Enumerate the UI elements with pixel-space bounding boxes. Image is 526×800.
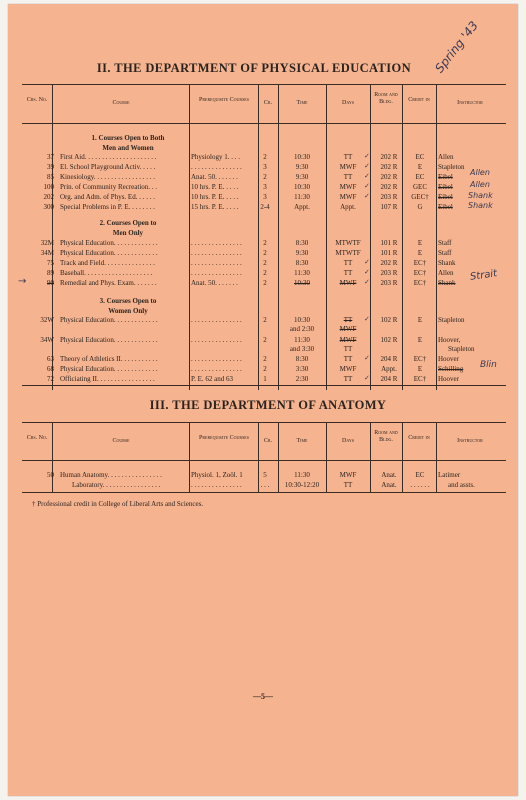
table-row: Laboratory. . . . . . . . . . . . . . . . . . . . . . . . . . . . . . . . . . . 10:30-12:20 TT Anat. . . . . . . and assts. bbox=[72, 481, 475, 489]
header-credit: Credit in bbox=[408, 435, 430, 441]
table-row: 100 Prin. of Community Recreation. . . 10 hrs. P. E. . . . . 3 10:30 MWF 202 R GEC Eibel bbox=[43, 183, 453, 191]
group-heading-men: 2. Courses Open to Men Only bbox=[99, 219, 157, 237]
check-mark: ✓ bbox=[364, 354, 370, 362]
table-row: 34M Physical Education. . . . . . . . . . . . . . . . . . . . . . . . . . . . 2 9:30 MTWTF 101 R E Staff bbox=[40, 249, 452, 257]
check-mark: ✓ bbox=[364, 192, 370, 200]
footnote: † Professional credit in College of Liberal Arts and Sciences. bbox=[32, 500, 204, 508]
handwritten-annotation: Shank bbox=[468, 191, 493, 200]
group-heading-both: 1. Courses Open to Both Men and Women bbox=[91, 134, 165, 152]
check-mark: ✓ bbox=[364, 258, 370, 266]
table-row: 75 Track and Field. . . . . . . . . . . . . . . . . . . . . . . . . . . . . . 2 8:30 TT 202 R EC† Shank bbox=[47, 259, 456, 267]
header-instructor: Instructor bbox=[457, 438, 483, 444]
page-number: —5— bbox=[253, 692, 273, 701]
handwritten-annotation: Shank bbox=[468, 201, 493, 210]
handwritten-note: Spring '43 bbox=[432, 18, 481, 76]
table-row: 39 El. School Playground Activ. . . . . . . . . . . . . . . . . . . . 3 9:30 MWF 202 R E Stapleton bbox=[47, 163, 465, 171]
header-cr: Cr. bbox=[263, 100, 273, 106]
catalog-page bbox=[8, 4, 518, 796]
header-room: Room and Bldg. bbox=[374, 92, 398, 105]
check-mark: ✓ bbox=[364, 162, 370, 170]
header-room: Room and Bldg. bbox=[374, 430, 398, 443]
header-days: Days bbox=[342, 100, 354, 106]
header-cr: Cr. bbox=[263, 438, 273, 444]
header-time: Time bbox=[296, 438, 308, 444]
table-row: 34W Physical Education. . . . . . . . . . . . . . . . . . . . . . . . . . . . 2 11:30 MWF 102 R E Hoover, bbox=[40, 336, 461, 344]
handwritten-annotation: Allen bbox=[470, 168, 490, 177]
check-mark: ✓ bbox=[364, 315, 370, 323]
table-row: 85 Kinesiology. . . . . . . . . . . . . . . . . . Anat. 50. . . . . . . 2 9:30 TT 202 R EC Eibel bbox=[47, 173, 453, 181]
header-instructor: Instructor bbox=[457, 100, 483, 106]
table-row: 50 Human Anatomy. . . . . . . . . . . . . . . . Physiol. 1, Zoöl. 1 5 11:30 MWF Anat. EC Latimer bbox=[47, 471, 461, 479]
check-mark: ✓ bbox=[364, 278, 370, 286]
handwritten-annotation: Allen bbox=[470, 180, 490, 189]
handwritten-mark: → bbox=[18, 276, 27, 287]
handwritten-annotation: Blin bbox=[480, 360, 497, 370]
table-row: 68 Physical Education. . . . . . . . . . . . . . . . . . . . . . . . . . . . 2 3:30 MWF Appt. E Schilling bbox=[47, 365, 464, 373]
header-prereq: Prerequisite Courses bbox=[199, 435, 249, 441]
table-row: 90 Remedial and Phys. Exam. . . . . . . Anat. 50. . . . . . . 2 10:30 MWF 203 R EC† Shank bbox=[47, 279, 456, 287]
check-mark: ✓ bbox=[364, 268, 370, 276]
table-row-continued: and 3:30 TT Stapleton bbox=[289, 345, 475, 353]
header-course: Course bbox=[112, 438, 130, 444]
header-time: Time bbox=[296, 100, 308, 106]
check-mark: ✓ bbox=[364, 374, 370, 382]
table-row: 63 Theory of Athletics II. . . . . . . . . . . . . . . . . . . . . . . . . . 2 8:30 TT 204 R EC† Hoover bbox=[47, 355, 459, 363]
header-days: Days bbox=[342, 438, 354, 444]
section-title-anatomy: III. THE DEPARTMENT OF ANATOMY bbox=[149, 398, 387, 412]
handwritten-annotation: Strait bbox=[469, 268, 498, 283]
table-row: 37 First Aid. . . . . . . . . . . . . . . . . . . . . Physiology 1. . . . 2 10:30 TT 202 R EC Allen bbox=[47, 153, 454, 161]
table-row-continued: and 2:30 MWF bbox=[289, 325, 357, 333]
group-heading-women: 3. Courses Open to Women Only bbox=[99, 297, 157, 315]
table-row: 300 Special Problems in P. E. . . . . . . . 15 hrs. P. E. . . . . 2-4 Appt. Appt. 107 R G Eibel bbox=[43, 203, 453, 211]
header-no: Crs. No. bbox=[26, 435, 48, 441]
header-no: Crs. No. bbox=[26, 97, 48, 103]
check-mark: ✓ bbox=[364, 152, 370, 160]
table-row: 89 Baseball. . . . . . . . . . . . . . . . . . . . . . . . . . . . . . . . . . . 2 11:30 TT 203 R EC† Allen bbox=[47, 269, 454, 277]
table-row: 32W Physical Education. . . . . . . . . . . . . . . . . . . . . . . . . . . . 2 10:30 TT 102 R E Stapleton bbox=[40, 316, 465, 324]
header-prereq: Prerequisite Courses bbox=[199, 97, 249, 103]
table-row: 72 Officiating II. . . . . . . . . . . . . . . . . P. E. 62 and 63 1 2:30 TT 204 R EC† Hoover bbox=[47, 375, 459, 383]
section-title-physical-education: II. THE DEPARTMENT OF PHYSICAL EDUCATION bbox=[96, 61, 412, 75]
table-top-rule bbox=[22, 84, 506, 85]
table-header-rule bbox=[22, 123, 506, 124]
table-bottom-rule bbox=[22, 385, 506, 386]
table-row: 202 Org. and Adm. of Phys. Ed. . . . . . 10 hrs. P. E. . . . . 3 11:30 MWF 203 R GEC† Eibel bbox=[43, 193, 453, 201]
check-mark: ✓ bbox=[364, 182, 370, 190]
table-row: 32M Physical Education. . . . . . . . . . . . . . . . . . . . . . . . . . . . 2 8:30 MTWTF 101 R E Staff bbox=[40, 239, 452, 247]
check-mark: ✓ bbox=[364, 172, 370, 180]
header-course: Course bbox=[112, 100, 130, 106]
header-credit: Credit in bbox=[408, 97, 430, 103]
